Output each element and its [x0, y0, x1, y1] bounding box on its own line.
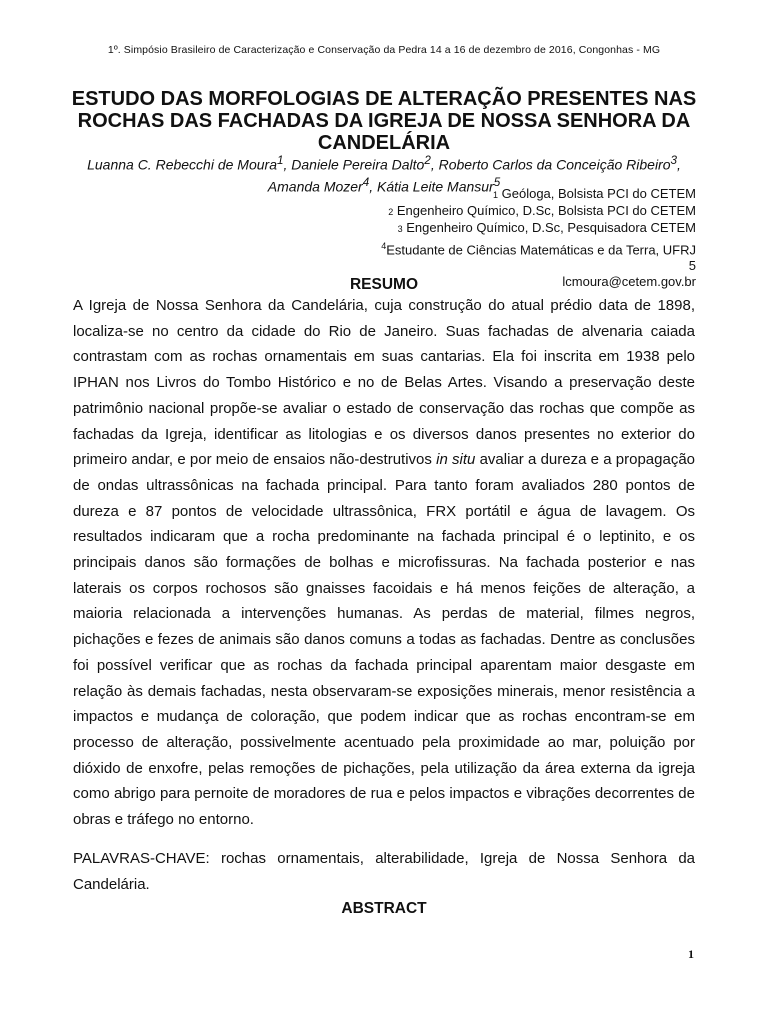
affiliation-line: [276, 220, 696, 237]
affiliation-text: Geóloga, Bolsista PCI do CETEM: [501, 186, 696, 201]
author-name: Roberto Carlos da Conceição Ribeiro: [438, 156, 671, 173]
author-superscript: 4: [362, 175, 370, 189]
page-number: 1: [688, 947, 694, 961]
resumo-italic-term: in situ: [436, 451, 476, 469]
author-list: Luanna C. Rebecchi de Moura$^1$, Daniele Pereira Dalto$^2$, Roberto Carlos da Conceição Ribeiro$^3$, Amanda Mozer$^4$, Kátia Leite Mansur$^5$: [87, 154, 681, 195]
author-name: Daniele Pereira Dalto: [291, 156, 425, 173]
resumo-text: avaliar a dureza e a propagação de ondas ultrassônicas na fachada principal. Para tanto foram avaliados 280 pontos de dureza e 87 pontos de velocidade ultrassônica, FRX portátil e água de lavagem. Os resultados indicaram que a rocha predominante na fachada principal é o leptinito, e os principais danos são formações de bolhas e microfissuras. Na fachada posterior e nas laterais os corpos rochosos são gnaisses facoidais e há menos feições de alteração, a maioria relacionada a intervenções humanas. As perdas de material, filmes negros, pichações e fezes de animais são danos comuns a todas as fachadas. Dentre as conclusões foi possível verificar que as rochas da fachada principal aparentam maior desgaste em relação às demais fachadas, nesta observaram-se exposições minerais, menor resistência a impactos e mudança de coloração, que podem indicar que as rochas encontram-se em processo de alteração, possivelmente acentuado pela proximidade ao mar, poluição por dióxido de enxofre, pelas remoções de pichações, pela utilização da área externa da igreja como abrigo para pernoite de moradores de rua e pelos impactos e vibrações decorrentes de obras e tráfego no entorno.: [73, 451, 696, 829]
abstract-heading: ABSTRACT: [341, 900, 427, 917]
affiliation-number: 1: [493, 190, 499, 200]
resumo-heading: RESUMO: [349, 276, 419, 293]
affiliation-line: [276, 258, 696, 274]
author-superscript: 1: [277, 154, 284, 167]
affiliation-list: [276, 186, 696, 291]
affiliation-number: 2: [388, 207, 394, 218]
affiliation-text: Engenheiro Químico, D.Sc, Pesquisadora CETEM: [406, 220, 696, 236]
affiliation-text: Estudante de Ciências Matemáticas e da Terra, UFRJ: [386, 241, 696, 257]
conference-header: 1º. Simpósio Brasileiro de Caracterização e Conservação da Pedra 14 a 16 de dezembro de 2016, Congonhas - MG: [107, 44, 661, 56]
author-name: Luanna C. Rebecchi de Moura: [87, 156, 277, 173]
resumo-text: A Igreja de Nossa Senhora da Candelária, cuja construção do atual prédio data de 1898, localiza-se no centro da cidade do Rio de Janeiro. Suas fachadas de alvenaria caiada contrastam com as rochas ornamentais em suas cantarias. Ela foi inscrita em 1938 pelo IPHAN nos Livros do Tombo Histórico e no de Belas Artes. Visando a preservação deste patrimônio nacional propõe-se avaliar o estado de conservação das rochas que compõe as fachadas da Igreja, identificar as litologias e os diversos danos presentes no exterior do primeiro andar, e por meio de ensaios não-destrutivos: [73, 297, 695, 469]
paper-title: ESTUDO DAS MORFOLOGIAS DE ALTERAÇÃO PRESENTES NAS ROCHAS DAS FACHADAS DA IGREJA DE NOSSA SENHORA DA CANDELÁRIA: [71, 88, 697, 154]
keywords-paragraph: [73, 846, 695, 897]
affiliation-number: 3: [397, 224, 403, 235]
affiliation-line: [276, 186, 696, 203]
affiliation-text: 5: [688, 258, 696, 274]
author-superscript: 5: [493, 175, 501, 189]
author-name: Kátia Leite Mansur: [376, 178, 494, 195]
author-superscript: 3: [670, 154, 677, 167]
affiliation-number: 4: [381, 240, 387, 251]
keywords-label: PALAVRAS-CHAVE:: [73, 850, 210, 867]
affiliation-email: lcmoura@cetem.gov.br: [562, 274, 696, 290]
affiliation-text: Engenheiro Químico, D.Sc, Bolsista PCI do CETEM: [396, 203, 696, 219]
affiliation-line: [276, 238, 696, 259]
author-name: Amanda Mozer: [267, 178, 363, 195]
author-superscript: 2: [424, 154, 431, 167]
resumo-paragraph: [73, 293, 695, 833]
keywords-text: rochas ornamentais, alterabilidade, Igreja de Nossa Senhora da Candelária.: [73, 850, 695, 893]
affiliation-line: [276, 203, 696, 220]
